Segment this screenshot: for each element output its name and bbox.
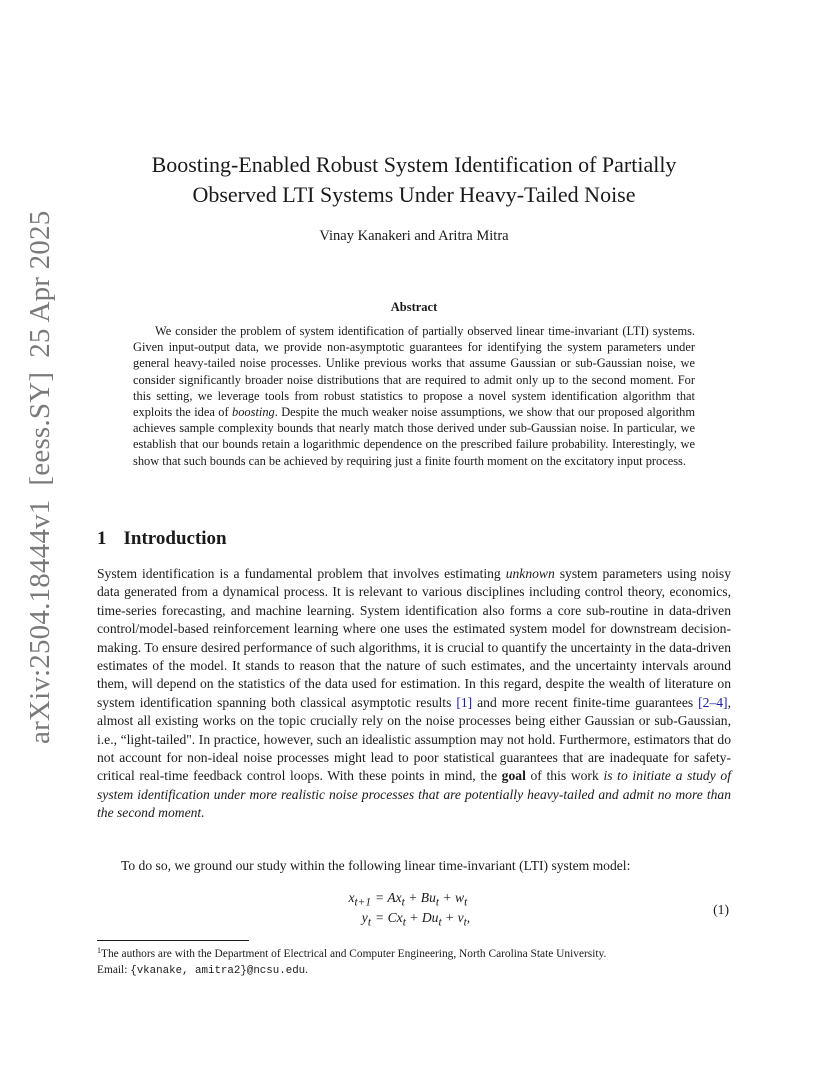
equation-line-output [97,910,731,930]
footnote-email-label: Email: [97,964,131,976]
equation-output-lhs: $y_t$ [361,910,371,929]
arxiv-date: 25 Apr 2025 [24,210,56,358]
abstract-body [133,323,695,469]
intro-paragraph-2: To do so, we ground our study within the following linear time-invariant (LTI) system model: [121,858,631,873]
intro-text-1: System identification is a fundamental problem that involves estimating [97,566,506,581]
abstract-heading: Abstract [390,300,438,314]
intro-emphasis-unknown: unknown [505,566,555,581]
section-number: 1 [97,528,107,549]
arxiv-stamp [20,210,60,744]
intro-paragraph-1 [97,565,731,823]
author-list: Vinay Kanakeri and Aritra Mitra [319,228,509,244]
intro-text-4: , almost all existing works on the topic crucially rely on the noise processes being either Gaussian or sub-Gaussian, i.e., “light-tailed". In practice, however, such an idealistic assumption may not hold. Furthermore, estimators that do not account for non-ideal noise processes might lead to poor statistical guarantees that are inadequate for safety-critical real-time feedback control loops. With these points in mind, the [97,694,731,784]
citation-link-1[interactable]: [1] [456,694,473,710]
title-line-2: Observed LTI Systems Under Heavy-Tailed Noise [192,182,636,207]
equation-number: (1) [713,902,729,917]
intro-text-2: system parameters using noisy data generated from a dynamical process. It is relevant to various disciplines including control theory, economics, time-series forecasting, and machine learning. System identification also forms a core sub-routine in data-driven control/model-based reinforcement learning where one uses the estimated system model for downstream decision-making. To ensure desired performance of such algorithms, it is crucial to quantify the uncertainty in the data-driven estimates of the model. It stands to reason that the nature of such estimates, and the uncertainty intervals around them, will depend on the statistics of the data used for estimation. In this regard, despite the wealth of literature on system identification spanning both classical asymptotic results [97,566,731,710]
footnote: $^1$The authors are with the Department of Electrical and Computer Engineering, North Carolina State University. Email: {vkanake, amitra2}@ncsu.edu. [97,946,607,977]
citation-link-2-4[interactable]: [2–4] [698,694,728,710]
title-line-1: Boosting-Enabled Robust System Identification of Partially [151,152,677,177]
intro-text-5: of this work [525,768,604,784]
equation-state-rhs: = $Ax_t + Bu_t + w_t$ [375,890,468,909]
section-heading [97,528,227,550]
intro-goal-bold: goal [501,768,526,784]
equation-output-rhs: = $Cx_t + Du_t + v_t$, [375,910,471,929]
footnote-divider [97,940,249,941]
abstract-text-2: . Despite the much weaker noise assumptions, we show that our proposed algorithm achieves sample complexity bounds that nearly match those derived under sub-Gaussian noise. In particular, we establish that our bounds retain a logarithmic dependence on the prescribed failure probability. Interestingly, we show that such bounds can be achieved by requiring just a finite fourth moment on the excitatory input process. [133,405,695,468]
equation-1 [97,888,731,932]
footnote-email[interactable]: {vkanake, amitra2}@ncsu.edu [130,965,306,977]
section-title: Introduction [123,528,227,549]
footnote-mark: 1 [97,946,101,955]
equation-line-state [97,890,731,910]
abstract-text-1: We consider the problem of system identification of partially observed linear time-invariant (LTI) systems. Given input-output data, we provide non-asymptotic guarantees for identifying the system parameters under general heavy-tailed noise processes. Unlike previous works that assume Gaussian or sub-Gaussian noise, we consider significantly broader noise distributions that are required to admit only up to the second moment. For this setting, we leverage tools from robust statistics to propose a novel system identification algorithm that exploits the idea of [133,324,695,420]
intro-goal-statement: is to initiate a study of system identification under more realistic noise processes that are potentially heavy-tailed and admit no more than the second moment. [97,768,732,821]
abstract-emphasis: boosting [232,405,275,420]
arxiv-id: arXiv:2504.18444v1 [24,499,56,744]
footnote-affiliation: The authors are with the Department of Electrical and Computer Engineering, North Carolina State University. [101,948,607,960]
equation-state-lhs: $x_{t+1}$ [348,890,371,909]
paper-title [98,150,730,210]
intro-text-3: and more recent finite-time guarantees [472,694,699,710]
arxiv-category: [eess.SY] [24,371,56,486]
